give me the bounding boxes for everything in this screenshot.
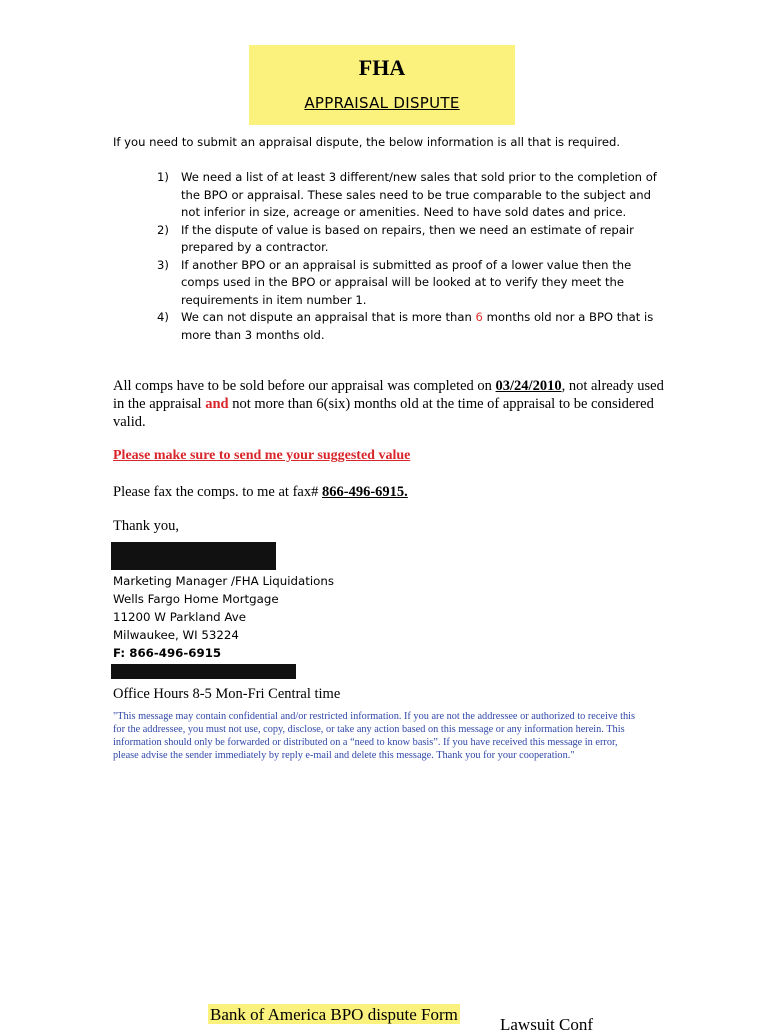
fax-text: Please fax the comps. to me at fax#: [113, 484, 322, 500]
list-item-text: We need a list of at least 3 different/new sales that sold prior to the completion of the BPO or appraisal. These sales need to be true comparable to the subject and not inferior in size, acreage or amenities. Need to have sold dates and price.: [181, 170, 657, 219]
list-item: [155, 169, 665, 222]
comps-text-2: , not already used in the appraisal: [113, 378, 664, 412]
bofa-dispute-form-link[interactable]: Bank of America BPO dispute Form: [210, 1005, 458, 1024]
redacted-email: [111, 664, 296, 679]
list-item-text-after: months old nor a BPO that is more than 3 months old.: [181, 310, 654, 342]
requirements-list: [155, 169, 665, 344]
list-item-text: [181, 310, 653, 342]
list-number: 3): [157, 257, 169, 272]
signature-title: Marketing Manager /FHA Liquidations: [113, 574, 335, 588]
document-title: FHA: [358, 55, 406, 80]
comps-paragraph: [113, 377, 673, 431]
and-emphasis: and: [205, 396, 229, 412]
fax-paragraph: [113, 483, 673, 501]
signature-city: Milwaukee, WI 53224: [113, 628, 239, 642]
comps-text-3: not more than 6(six) months old at the time of appraisal to be considered valid.: [113, 396, 654, 430]
list-item: [155, 257, 665, 310]
list-item: [155, 222, 665, 257]
appraisal-date: 03/24/2010: [495, 378, 562, 394]
list-item-text-before: We can not dispute an appraisal that is more than: [181, 310, 476, 324]
list-number: 2): [157, 222, 169, 237]
comps-text-1: All comps have to be sold before our appraisal was completed on: [113, 378, 496, 394]
signature-block: [113, 572, 513, 662]
confidentiality-disclaimer: "This message may contain confidential and/or restricted information. If you are not the addressee or authorized to receive this for the addressee, you must not use, copy, disclose, or take any action based on this message or any information herein. This information should only be forwarded or distributed on a “need to know basis”. If you have received this message in error, please advise the sender immediately by reply e-mail and delete this message. Thank you for your cooperation.": [113, 711, 636, 761]
redacted-name: [111, 542, 276, 570]
intro-text: If you need to submit an appraisal dispute, the below information is all that is required.: [113, 135, 621, 149]
signature-street: 11200 W Parkland Ave: [113, 610, 247, 624]
list-number: 1): [157, 170, 169, 184]
document-subtitle: APPRAISAL DISPUTE: [304, 94, 460, 112]
signature-fax: F: 866-496-6915: [113, 646, 222, 660]
list-item: [155, 309, 665, 344]
office-hours: Office Hours 8-5 Mon-Fri Central time: [113, 686, 341, 702]
signature-company: Wells Fargo Home Mortgage: [113, 592, 279, 606]
thank-you: Thank you,: [113, 518, 180, 534]
list-number: 4): [157, 310, 169, 324]
months-highlight: 6: [475, 310, 483, 324]
title-banner: [249, 45, 515, 125]
list-item-text: If the dispute of value is based on repairs, then we need an estimate of repair prepared by a contractor.: [181, 222, 634, 254]
lawsuit-partial-link[interactable]: Lawsuit Conf: [500, 1015, 594, 1034]
suggested-value-notice: Please make sure to send me your suggested value: [113, 448, 411, 463]
list-item-text: If another BPO or an appraisal is submitted as proof of a lower value then the comps used in the BPO or appraisal will be looked at to verify they meet the requirements in item number 1.: [181, 257, 632, 307]
fax-number: 866-496-6915.: [321, 484, 408, 500]
